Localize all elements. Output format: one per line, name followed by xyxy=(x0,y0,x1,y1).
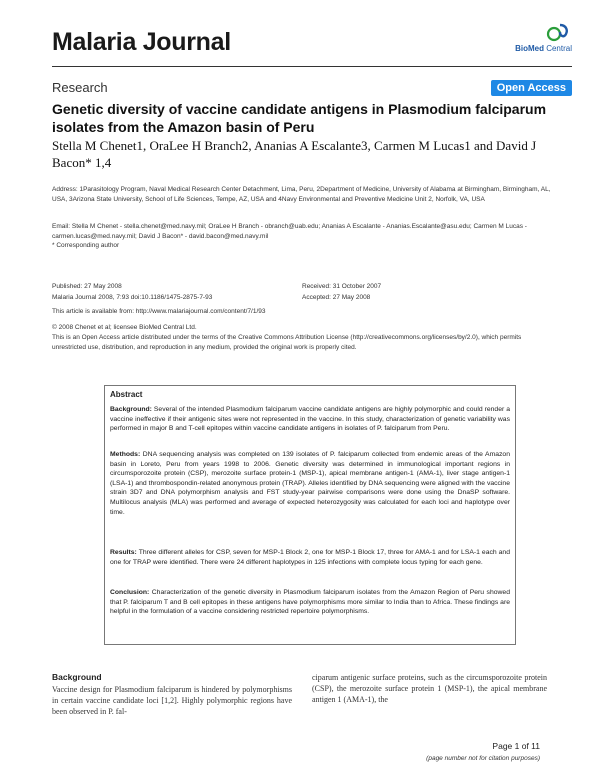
bmc-logo-icon xyxy=(546,22,572,44)
author-list: Stella M Chenet1, OraLee H Branch2, Ananias A Escalante3, Carmen M Lucas1 and David J Bacon* 1,4 xyxy=(52,138,537,170)
body-column-left: Vaccine design for Plasmodium falciparum is hindered by polymorphisms in certain vaccine candidate loci [1,2]. Highly polymorphic regions have been observed in P. fal- xyxy=(52,685,292,716)
journal-title: Malaria Journal xyxy=(52,28,231,56)
abstract-methods: Methods: DNA sequencing analysis was completed on 139 isolates of P. falciparum collected from endemic areas of the Amazon basin in Loreto, Peru from years 1998 to 2006. Genetic diversity was determined in immunological important regions in circumsporozoite protein (CSP), merozoite surface protein-1 (MSP-1), apical membrane antigen-1 (AMA-1), liver stage antigen-1 (LSA-1) and thrombospondin-related anonymous protein (TRAP). Alleles identified by DNA sequencing were aligned with the vaccine strain 3D7 and DNA polymorphism analysis and FST study-year pairwise comparisons were done using the DnaSP software. Multilocus analysis (MLA) was performed and average of expected heterozygosity was calculated for each loci and haplotype over time. xyxy=(110,451,510,516)
page-number: Page 1 of 11 xyxy=(492,741,540,751)
abstract-conclusion: Conclusion: Characterization of the genetic diversity in Plasmodium falciparum isolates from the Amazon Region of Peru showed that P. falciparum T and B cell epitopes in these antigens have polymorphisms more similar to India than to Africa. These findings are helpful in the formulation of a vaccine considering restricted repertoire polymorphisms. xyxy=(110,589,510,616)
author-emails: Email: Stella M Chenet - stella.chenet@med.navy.mil; OraLee H Branch - obranch@uab.edu; Ananias A Escalante - Ananias.Escalante@asu.edu; Carmen M Lucas - carmen.lucas@med.navy.mil; David J Bacon* - david.bacon@med.navy.mil xyxy=(52,223,527,240)
license-text: This is an Open Access article distributed under the terms of the Creative Commons Attribution License (http://creativecommons.org/licenses/by/2.0), which permits unrestricted use, distribution, and reproduction in any medium, provided the original work is properly cited. xyxy=(52,334,522,351)
header-rule xyxy=(52,66,572,67)
published-date: Published: 27 May 2008 xyxy=(52,283,122,290)
abstract-results: Results: Three different alleles for CSP, seven for MSP-1 Block 2, one for MSP-1 Block 17, three for AMA-1 and for LSA-1 each and one for TRAP were identified. There were 24 different haplotypes in 125 infections with complete locus typing for each gene. xyxy=(110,549,510,566)
article-url[interactable]: This article is available from: http://www.malariajournal.com/content/7/1/93 xyxy=(52,308,266,315)
corresponding-author-note: * Corresponding author xyxy=(52,242,120,249)
accepted-date: Accepted: 27 May 2008 xyxy=(302,294,371,301)
abstract-heading: Abstract xyxy=(110,390,143,399)
article-section: Research xyxy=(52,80,108,95)
article-title: Genetic diversity of vaccine candidate antigens in Plasmodium falciparum isolates from the Amazon basin of Peru xyxy=(52,101,547,135)
open-access-badge: Open Access xyxy=(491,80,572,96)
copyright-line: © 2008 Chenet et al; licensee BioMed Central Ltd. xyxy=(52,324,197,331)
affiliations: Address: 1Parasitology Program, Naval Medical Research Center Detachment, Lima, Peru, 2Department of Medicine, University of Alabama at Birmingham, Birmingham, AL, USA, 3Arizona State University, School of Life Sciences, Tempe, AZ, USA and 4Navy Environmental and Preventive Medicine Unit 2, Norfolk, VA, USA xyxy=(52,186,551,203)
received-date: Received: 31 October 2007 xyxy=(302,283,382,290)
body-column-right: ciparum antigenic surface proteins, such as the circumsporozoite protein (CSP), the merozoite surface protein 1 (MSP-1), the apical membrane antigen 1 (AMA-1), the xyxy=(312,673,547,704)
biomed-central-logo: BioMed Central xyxy=(502,22,572,53)
background-heading: Background xyxy=(52,672,102,682)
page-number-note: (page number not for citation purposes) xyxy=(426,755,540,762)
citation-doi: Malaria Journal 2008, 7:93 doi:10.1186/1475-2875-7-93 xyxy=(52,294,213,301)
abstract-background: Background: Several of the intended Plasmodium falciparum vaccine candidate antigens are highly polymorphic and could render a vaccine ineffective if their antigenic sites were not represented in the vaccine. In this study, characterization of genetic variability was performed in major B and T-cell epitopes within vaccine candidate antigens in isolates of P. falciparum from Peru. xyxy=(110,406,510,433)
